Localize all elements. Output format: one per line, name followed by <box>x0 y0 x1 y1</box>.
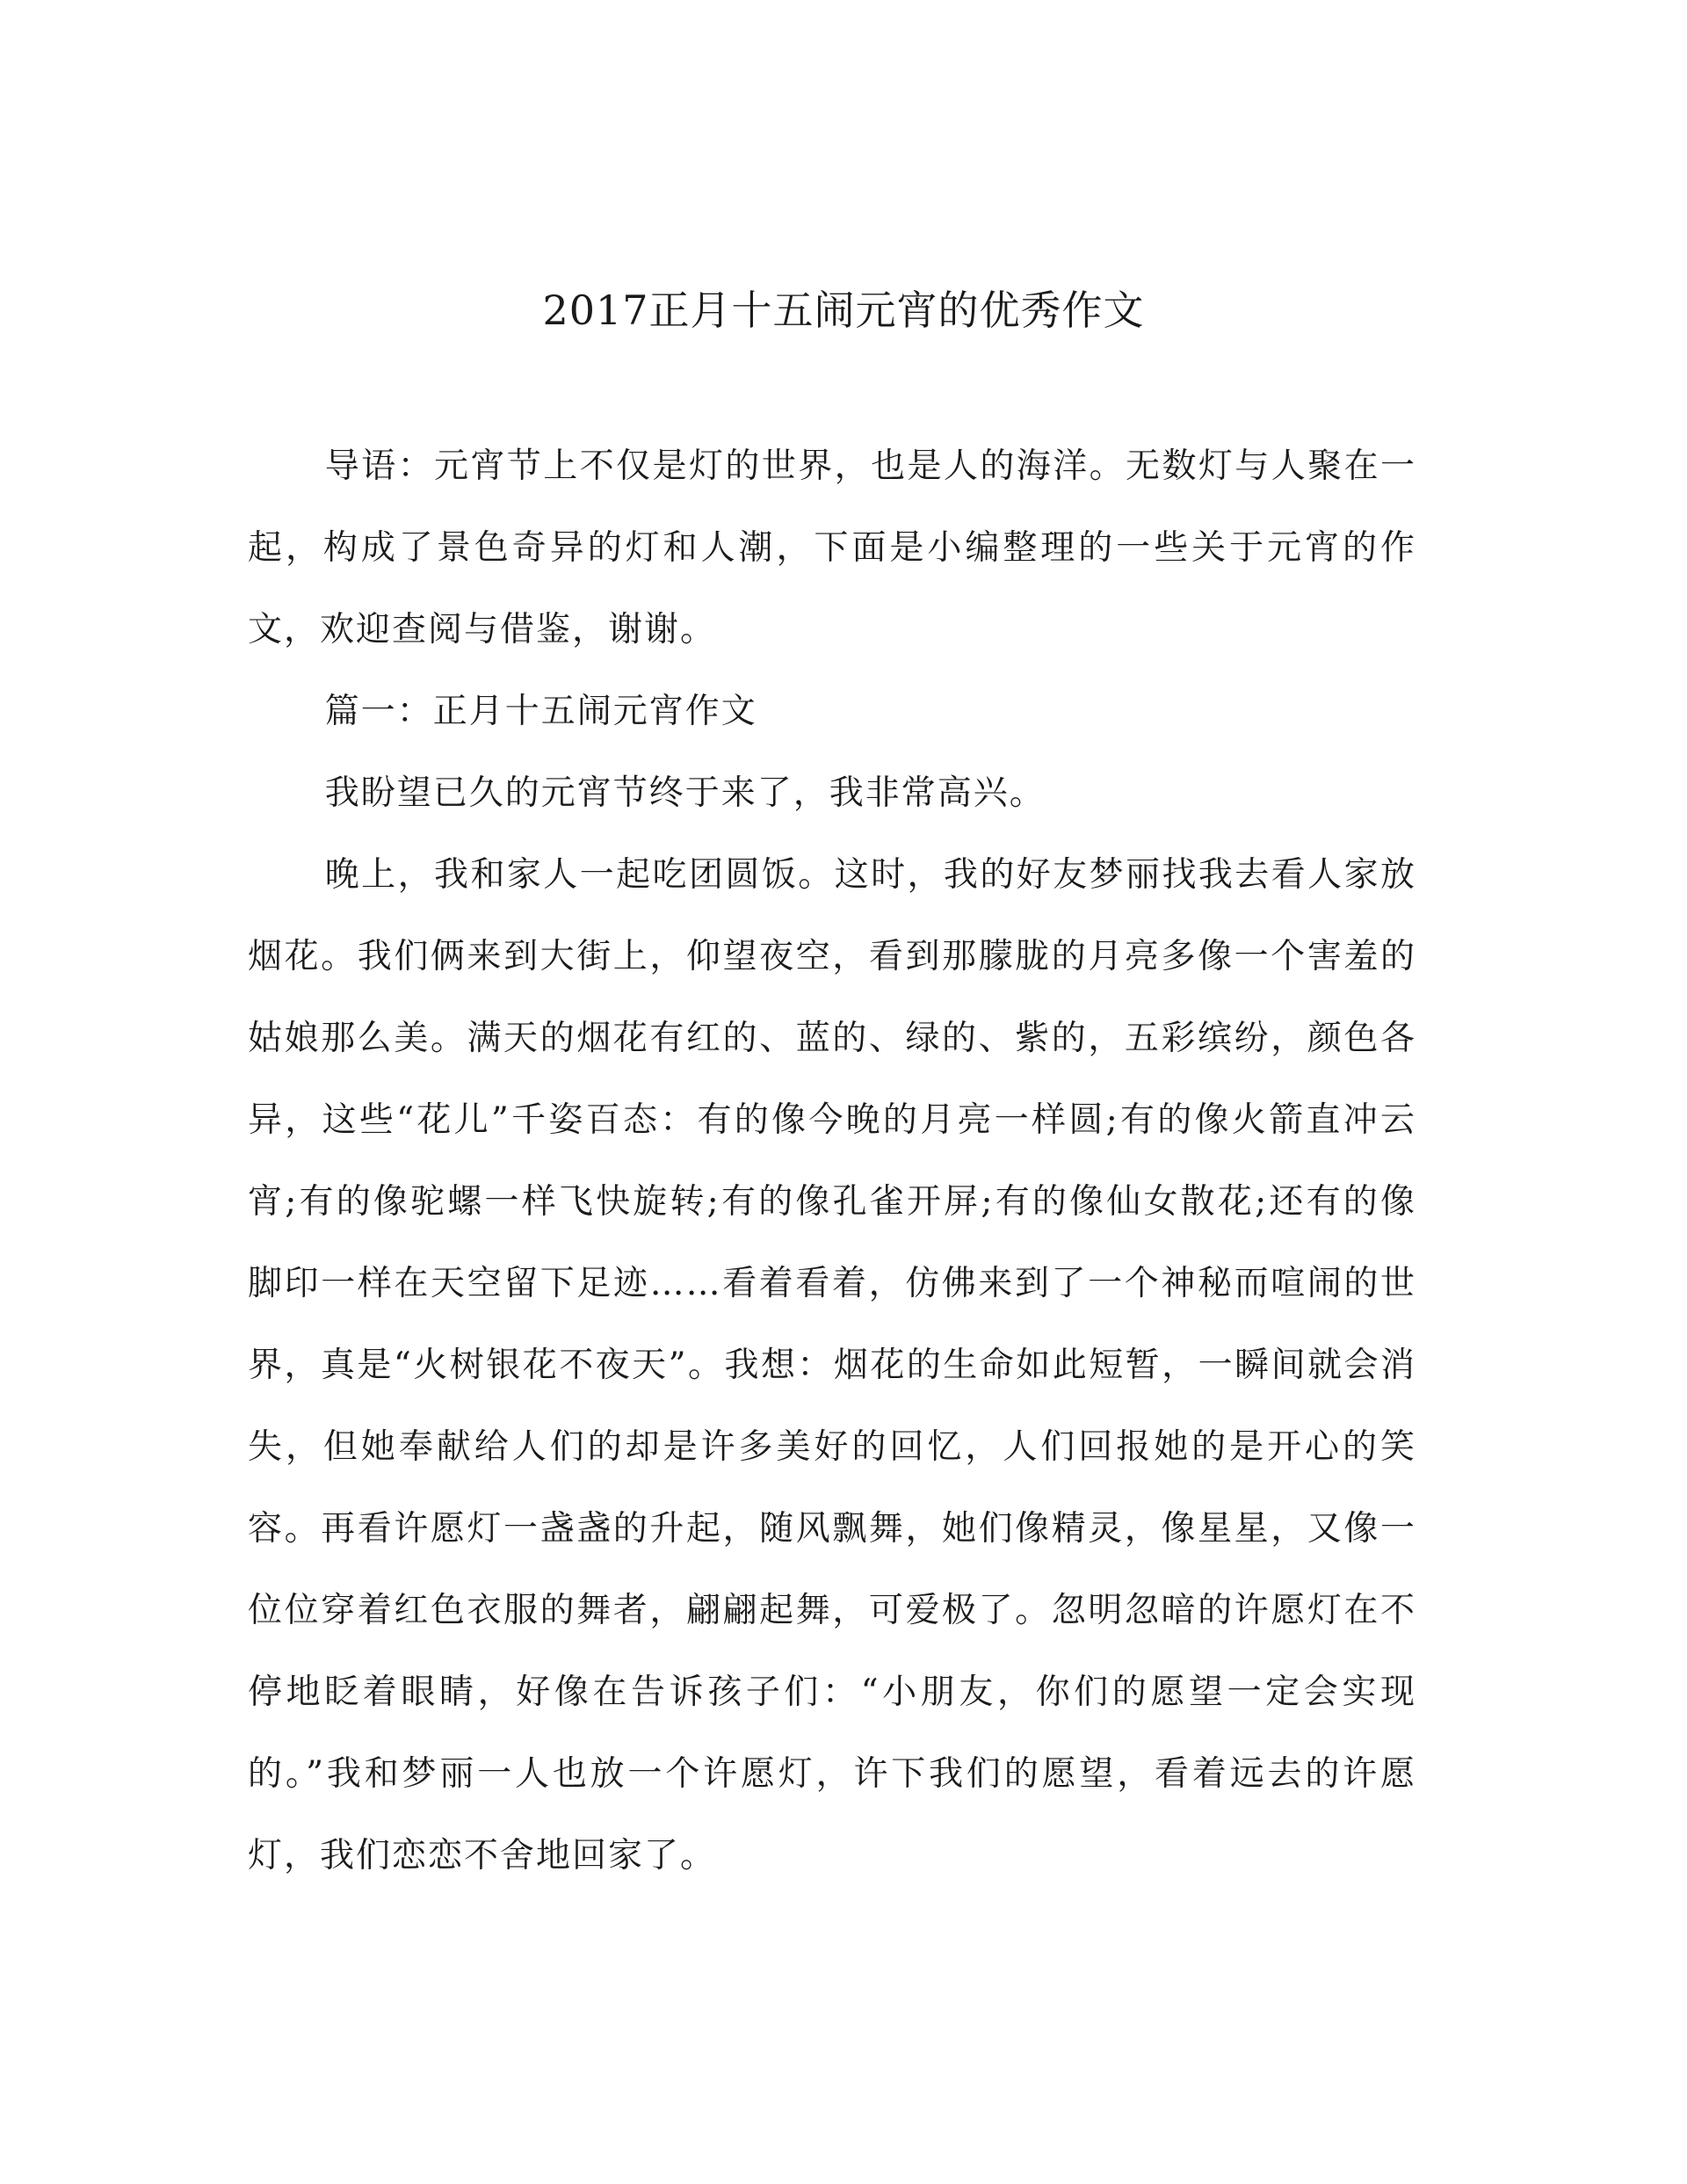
body-paragraph: 晚上，我和家人一起吃团圆饭。这时，我的好友梦丽找我去看人家放烟花。我们俩来到大街上，仰望夜空，看到那朦胧的月亮多像一个害羞的姑娘那么美。满天的烟花有红的、蓝的、绿的、紫的，五彩缤纷，颜色各异，这些“花儿”千姿百态：有的像今晚的月亮一样圆;有的像火箭直冲云宵;有的像驼螺一样飞快旋转;有的像孔雀开屏;有的像仙女散花;还有的像脚印一样在天空留下足迹……看着看着，仿佛来到了一个神秘而喧闹的世界，真是“火树银花不夜天”。我想：烟花的生命如此短暂，一瞬间就会消失，但她奉献给人们的却是许多美好的回忆，人们回报她的是开心的笑容。再看许愿灯一盏盏的升起，随风飘舞，她们像精灵，像星星，又像一位位穿着红色衣服的舞者，翩翩起舞，可爱极了。忽明忽暗的许愿灯在不停地眨着眼睛，好像在告诉孩子们：“小朋友，你们的愿望一定会实现的。”我和梦丽一人也放一个许愿灯，许下我们的愿望，看着远去的许愿灯，我们恋恋不舍地回家了。 <box>248 855 1416 1876</box>
document-title: 2017正月十五闹元宵的优秀作文 <box>542 287 1145 334</box>
document-body <box>248 425 1416 1897</box>
section-heading: 篇一：正月十五闹元宵作文 <box>324 692 757 731</box>
intro-paragraph: 导语：元宵节上不仅是灯的世界，也是人的海洋。无数灯与人聚在一起，构成了景色奇异的灯和人潮，下面是小编整理的一些关于元宵的作文，欢迎查阅与借鉴，谢谢。 <box>248 446 1416 649</box>
body-paragraph: 我盼望已久的元宵节终于来了，我非常高兴。 <box>324 773 1046 813</box>
